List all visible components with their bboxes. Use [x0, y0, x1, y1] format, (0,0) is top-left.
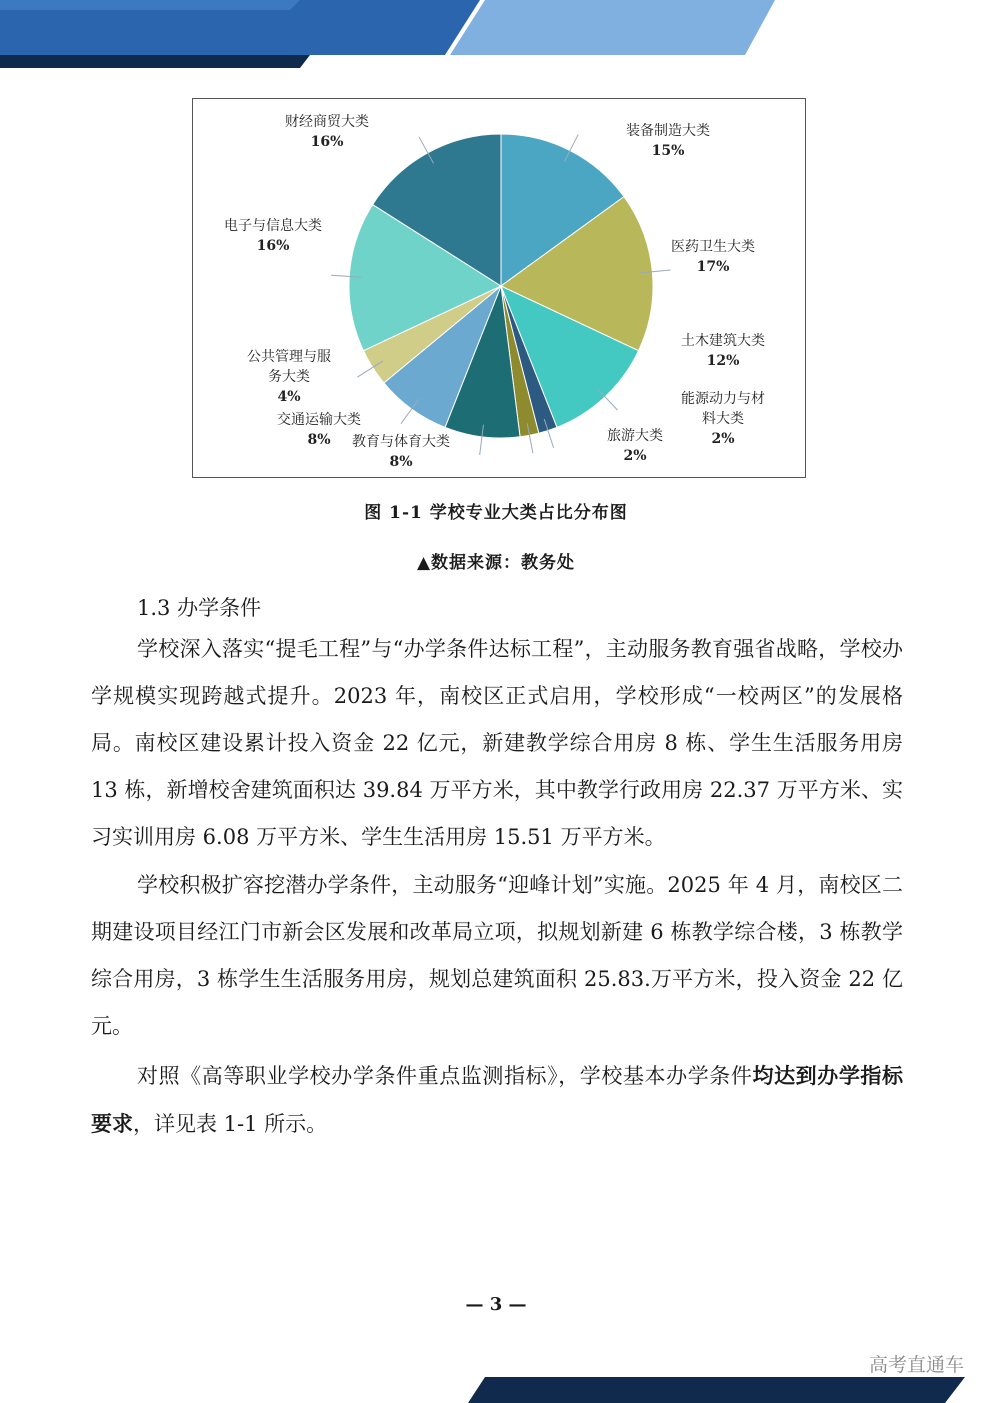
paragraph-3-text: 对照《高等职业学校办学条件重点监测指标》，学校基本办学条件: [137, 1064, 753, 1088]
slice-label-text: 旅游大类: [607, 428, 663, 444]
header-band: [0, 0, 992, 70]
slice-label-text: 电子与信息大类: [224, 218, 322, 234]
slice-label: [224, 217, 322, 254]
section-title: 1.3 办学条件: [137, 596, 262, 620]
slice-label-text: 公共管理与服: [247, 349, 331, 365]
slice-percent: 2%: [623, 448, 647, 464]
slice-label-text: 务大类: [268, 369, 310, 385]
watermark: 高考直通车: [868, 1354, 964, 1376]
footer-band: [0, 1363, 992, 1403]
slice-label: [626, 122, 710, 159]
slice-label-text: 土木建筑大类: [681, 333, 765, 349]
slice-percent: 17%: [696, 259, 730, 275]
page-number: — 3 —: [465, 1294, 527, 1315]
paragraph-3-tail: ，详见表 1-1 所示。: [133, 1112, 328, 1136]
slice-label: [247, 349, 331, 405]
slice-percent: 12%: [706, 353, 740, 369]
slice-label: [607, 427, 663, 464]
slice-percent: 4%: [277, 389, 301, 405]
slice-label-text: 财经商贸大类: [285, 114, 369, 130]
slice-label: [671, 238, 755, 275]
slice-label: [681, 332, 765, 369]
paragraph-1: 学校深入落实“提毛工程”与“办学条件达标工程”，主动服务教育强省战略，学校办学规模实现跨越式提升。2023 年，南校区正式启用，学校形成“一校两区”的发展格局。南校区建设累计投入资金 22 亿元，新建教学综合用房 8 栋、学生生活服务用房 13 栋，新增校舍建筑面积达 39.84 万平方米，其中教学行政用房 22.37 万平方米、实习实训用房 6.08 万平方米、学生生活用房 15.51 万平方米。: [91, 637, 903, 849]
slice-percent: 16%: [256, 238, 290, 254]
slice-label: [352, 433, 450, 470]
pie-chart: [192, 98, 806, 478]
paragraph-3-bold: 均达到办学指标要求: [91, 1063, 903, 1136]
paragraph-3: [91, 1052, 903, 1148]
slice-label-text: 教育与体育大类: [352, 434, 450, 450]
slice-percent: 15%: [651, 143, 685, 159]
slice-label-text: 料大类: [702, 411, 744, 427]
slice-label: [277, 411, 361, 448]
slice-label-text: 交通运输大类: [277, 412, 361, 428]
slice-percent: 8%: [307, 432, 331, 448]
slice-percent: 16%: [310, 134, 344, 150]
slice-label: [285, 113, 369, 150]
slice-percent: 2%: [711, 431, 735, 447]
slice-percent: 8%: [389, 454, 413, 470]
data-source: ▲数据来源：教务处: [416, 553, 576, 573]
paragraph-2: 学校积极扩容挖潜办学条件，主动服务“迎峰计划”实施。2025 年 4 月，南校区二期建设项目经江门市新会区发展和改革局立项，拟规划新建 6 栋教学综合楼，3 栋教学综合用房，3 栋学生生活服务用房，规划总建筑面积 25.83.万平方米，投入资金 22 亿元。: [91, 873, 903, 1038]
slice-label-text: 能源动力与材: [681, 391, 765, 407]
slice-label-text: 装备制造大类: [626, 123, 710, 139]
slice-label-text: 医药卫生大类: [671, 239, 755, 255]
slice-label: [681, 390, 765, 447]
figure-caption: 图 1-1 学校专业大类占比分布图: [364, 503, 628, 523]
